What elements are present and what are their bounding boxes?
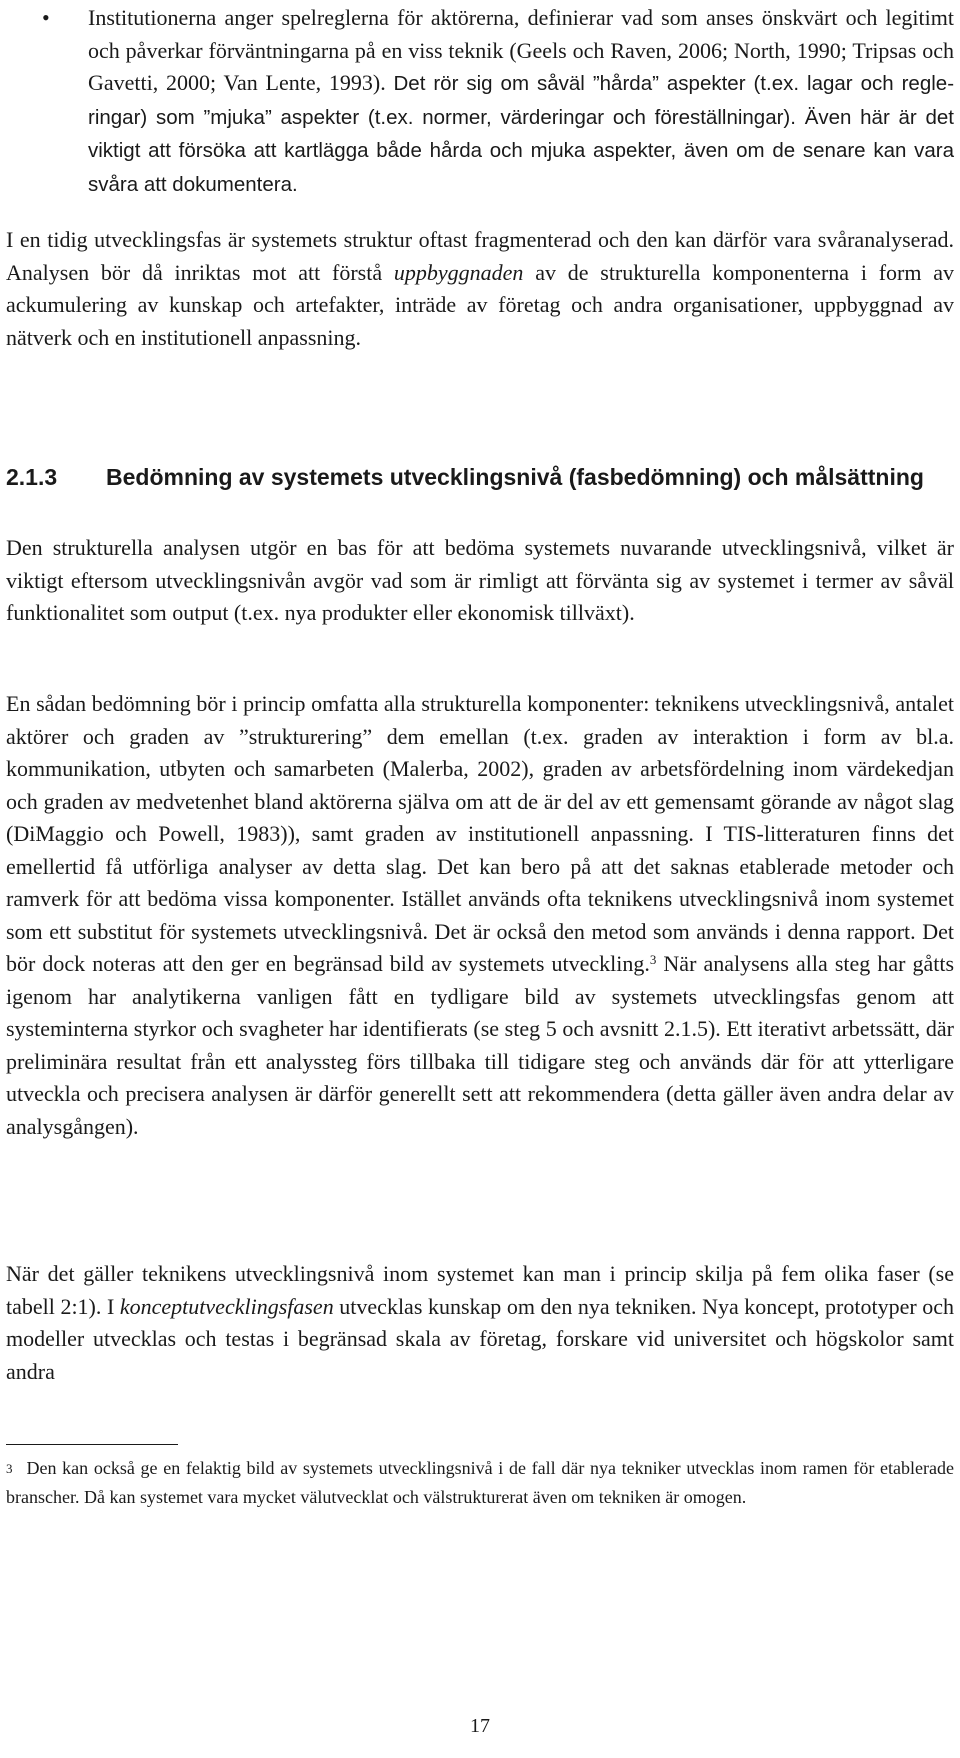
paragraph-text-b: Analysen bör då inriktas mot att förstå [6,259,383,285]
paragraph-text-b: utvecklas kunskap om den nya tekniken. Nya koncept, prototyper och modeller utvecklas och testas i begränsad skala av företag, forskare vid universitet och högskolor samt andra [6,1293,955,1384]
bullet-text [88,2,954,201]
emphasis-uppbyggnaden: uppbyggnaden [393,259,524,285]
footnote-text: Den kan också ge en felaktig bild av systemets utvecklingsnivå i de fall där nya tekniker utvecklas inom ramen för etablerade branscher. Då kan systemet vara mycket välutvecklat och välstrukturerat även om tekniken är omogen. [6,1458,954,1507]
paragraph-text-b: När analysens alla steg har gåtts igenom har analytikerna vanligen fått en tydligare bild av systemets utvecklingsfas genom att systeminterna styrkor och svagheter har identifierats (se steg 5 och avsnitt 2.1.5). Ett iterativt arbetssätt, där preliminära resultat från ett analyssteg förs tillbaka till tidigare steg och används där för att ytterligare utveckla och precisera analysen är därför generellt sett att rekommendera (detta gäller även andra delar av analysgången). [6,951,955,1139]
footnote [6,1454,954,1512]
paragraph-text-c: av de strukturella komponenterna i form av ackumulering av kunskap och artefakter, inträde av företag och andra organisationer, uppbyggnad av nätverk och en institutionell anpassning. [6,259,955,350]
paragraph-structural-analysis [6,532,954,630]
footnote-reference[interactable]: 3 [649,952,657,967]
bullet-marker: • [42,5,50,30]
paragraph-text-a: I en tidig utvecklingsfas är systemets struktur oftast fragmenterad och den kan därför vara svåranalyserad. [6,227,954,252]
bullet-text-serif: Institutionerna anger spelreglerna för aktörerna, definierar vad som anses önskvärt och legitimt och påverkar förväntningarna på en viss teknik (Geels och Raven, 2006; North, 1990; Tripsas och Gavetti, 2000; Van Lente, 1993). [88,5,954,95]
paragraph-text-a: När det gäller teknikens utvecklingsnivå inom systemet kan man i princip skilja på fem olika faser (se tabell 2:1). I [6,1261,954,1319]
footnote-mark: 3 [6,1461,13,1476]
paragraph-text [6,688,954,1143]
paragraph-text [6,1258,954,1388]
emphasis-konceptutvecklingsfasen: konceptutvecklingsfasen [119,1293,334,1319]
bullet-text-sans: Det rör sig om såväl ”hårda” aspekter (t.ex. lagar och regleringar) som ”mjuka” aspekter (t.ex. normer, värderingar och föreställningar). Även här är det viktigt att försöka att kartlägga både hårda och mjuka aspekter, även om de senare kan vara svåra att dokumentera. [88,72,955,196]
paragraph-text-a: En sådan bedömning bör i princip omfatta alla strukturella komponenter: teknikens utvecklingsnivå, antalet aktörer och graden av ”strukturering” dem emellan (t.ex. graden av interaktion i form av bl.a. kommunikation, utbyten och samarbeten (Malerba, 2002), graden av arbetsfördelning inom värdekedjan och graden av medvetenhet bland aktörerna själva om att de är del av ett gemensamt görande av något slag (DiMaggio och Powell, 1983)), samt graden av institutionell anpassning. I TIS-litteraturen finns det emellertid få utförliga analyser av detta slag. Det kan bero på att det saknas etablerade metoder och ramverk för att bedöma vissa komponenter. Istället används ofta teknikens utvecklingsnivå inom systemet som ett substitut för systemets utvecklingsnivå. Det är också den metod som används i denna rapport. Det bör dock noteras att den ger en begränsad bild av systemets utveckling. [6,691,954,976]
section-number: 2.1.3 [6,464,58,490]
paragraph-text [6,224,954,354]
section-title: Bedömning av systemets utvecklingsnivå (fasbedömning) och målsättning [106,464,924,490]
paragraph-early-phase [6,224,954,354]
paragraph-text: Den strukturella analysen utgör en bas för att bedöma systemets nuvarande utvecklingsnivå, vilket är viktigt eftersom utvecklingsnivån avgör vad som är rimligt att förvänta sig av systemet i termer av såväl funktionalitet som output (t.ex. nya produkter eller ekonomisk tillväxt). [6,535,954,625]
paragraph-technology-phases [6,1258,954,1388]
footnote-divider [6,1444,178,1445]
page-number: 17 [470,1715,490,1737]
paragraph-assessment [6,688,954,1143]
